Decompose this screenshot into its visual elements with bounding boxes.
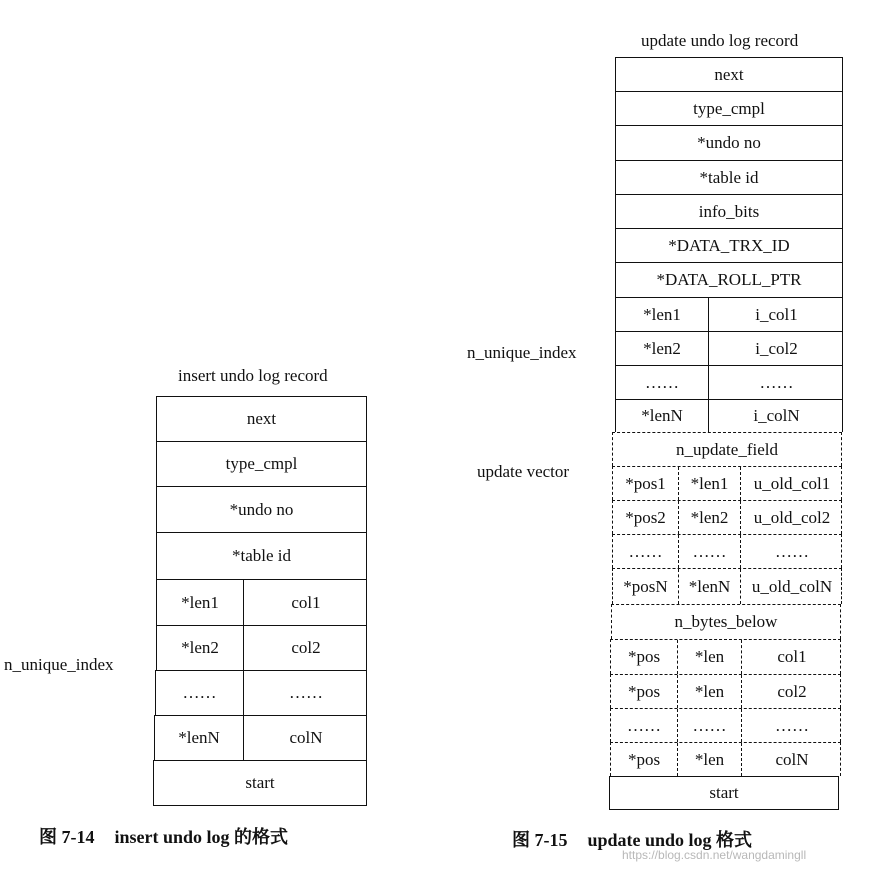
table-cell: type_cmpl — [225, 454, 298, 473]
table-row — [615, 262, 843, 297]
table-cell: start — [709, 783, 739, 802]
table-row — [611, 604, 841, 639]
table-cell: *pos — [627, 749, 661, 769]
insert-record-title: insert undo log record — [178, 366, 328, 385]
table-row — [615, 160, 843, 194]
table-row — [615, 399, 843, 432]
insert-n-unique-index-label: n_unique_index — [4, 655, 114, 674]
table-cell: *lenN — [678, 569, 740, 604]
table-cell: i_col1 — [708, 298, 844, 331]
table-row — [612, 534, 842, 568]
table-row — [156, 579, 367, 625]
table-row — [615, 297, 843, 331]
table-cell: start — [245, 773, 275, 792]
table-cell: col2 — [243, 626, 368, 670]
table-cell: *len2 — [643, 338, 681, 358]
table-row — [156, 396, 367, 441]
table-cell: *undo no — [229, 499, 294, 519]
table-row — [155, 670, 367, 715]
table-cell: n_update_field — [676, 439, 778, 459]
update-record-title: update undo log record — [641, 31, 799, 50]
table-row — [615, 331, 843, 365]
table-cell: *pos — [627, 647, 661, 666]
figure-caption-7-14 — [39, 823, 288, 849]
table-cell: *posN — [623, 576, 668, 596]
caption-text: update undo log 格式 — [587, 830, 753, 850]
table-cell: *len2 — [678, 501, 740, 534]
table-row — [156, 441, 367, 486]
table-row — [612, 568, 842, 604]
table-cell: *len — [677, 640, 741, 674]
table-cell: …… — [627, 715, 661, 735]
table-cell: *DATA_ROLL_PTR — [656, 270, 802, 289]
caption-number: 图 7-14 — [39, 827, 95, 847]
table-row — [615, 365, 843, 399]
table-cell: …… — [740, 535, 843, 568]
table-cell: *table id — [699, 167, 759, 187]
table-cell: colN — [243, 716, 368, 760]
table-row — [612, 466, 842, 500]
table-cell: *len2 — [181, 638, 219, 657]
table-cell: …… — [628, 541, 663, 561]
caption-number: 图 7-15 — [512, 830, 568, 850]
table-cell: *len1 — [181, 592, 219, 612]
table-row — [610, 708, 841, 742]
table-cell: …… — [678, 535, 740, 568]
table-row — [615, 91, 843, 125]
table-cell: col1 — [741, 640, 842, 674]
table-row — [156, 625, 367, 670]
table-cell: col2 — [741, 675, 842, 708]
table-cell: type_cmpl — [693, 98, 765, 118]
table-row — [156, 532, 367, 579]
table-row — [615, 194, 843, 228]
table-cell: *pos — [627, 681, 661, 701]
table-cell: *len — [677, 675, 741, 708]
table-row — [154, 715, 367, 760]
table-cell: i_colN — [708, 400, 844, 432]
table-row — [610, 674, 841, 708]
table-cell: …… — [708, 366, 844, 399]
table-row — [615, 228, 843, 262]
table-cell: *len1 — [678, 467, 740, 500]
table-cell: *lenN — [641, 406, 683, 425]
table-row — [612, 500, 842, 534]
table-cell: *len — [677, 743, 741, 776]
table-cell: *DATA_TRX_ID — [668, 235, 790, 255]
table-cell: …… — [677, 709, 741, 742]
table-cell: n_bytes_below — [674, 612, 778, 631]
table-cell: col1 — [243, 580, 368, 625]
table-row — [610, 742, 841, 776]
table-cell: …… — [182, 683, 217, 702]
table-cell: u_old_col1 — [740, 467, 843, 500]
table-row — [610, 639, 841, 674]
table-row — [612, 432, 842, 466]
table-cell: *len1 — [643, 304, 681, 324]
table-cell: …… — [741, 709, 842, 742]
caption-text: insert undo log 的格式 — [114, 827, 289, 847]
table-cell: *pos2 — [625, 507, 666, 527]
table-cell: next — [714, 64, 744, 84]
table-row — [156, 486, 367, 532]
table-row — [609, 776, 839, 810]
table-row — [153, 760, 367, 806]
table-cell: colN — [741, 743, 842, 776]
table-cell: next — [246, 409, 277, 428]
table-cell: i_col2 — [708, 332, 844, 365]
update-n-unique-index-label: n_unique_index — [467, 343, 577, 362]
table-cell: *table id — [231, 546, 291, 565]
table-cell: info_bits — [698, 201, 760, 221]
watermark: https://blog.csdn.net/wangdamingll — [622, 848, 807, 862]
table-cell: u_old_col2 — [740, 501, 843, 534]
table-cell: *lenN — [178, 728, 220, 747]
table-cell: *pos1 — [625, 473, 666, 493]
update-vector-label: update vector — [477, 462, 570, 481]
table-cell: …… — [243, 671, 368, 715]
table-cell: *undo no — [697, 133, 761, 152]
table-row — [615, 125, 843, 160]
table-row — [615, 57, 843, 91]
table-cell: u_old_colN — [740, 569, 843, 604]
table-cell: …… — [645, 372, 679, 392]
